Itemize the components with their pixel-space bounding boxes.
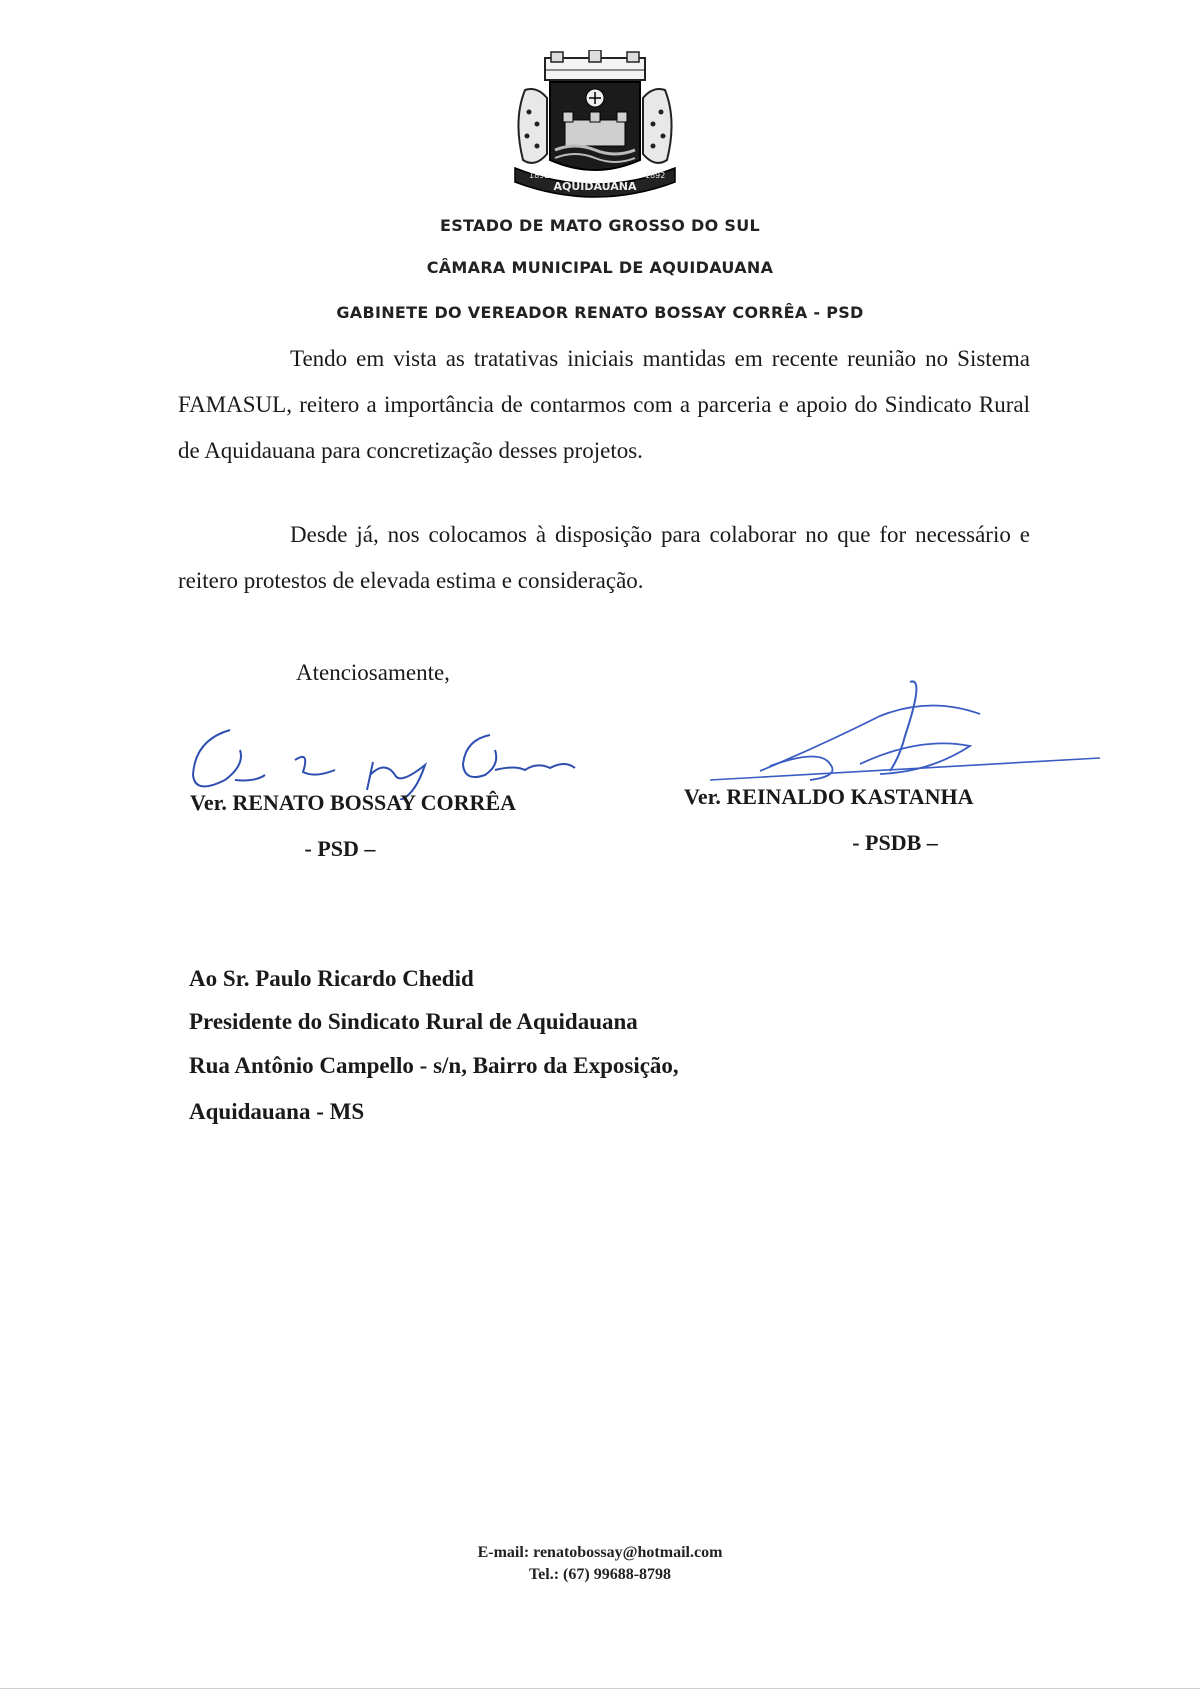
signer-party-2: - PSDB –	[852, 830, 938, 855]
footer-email: E-mail: renatobossay@hotmail.com	[477, 1544, 723, 1561]
header-office: GABINETE DO VEREADOR RENATO BOSSAY CORRÊA - PSD	[336, 303, 864, 322]
recipient-title: Presidente do Sindicato Rural de Aquidauana	[189, 1009, 638, 1034]
recipient-city: Aquidauana - MS	[189, 1099, 365, 1124]
signature-reinaldo-icon	[700, 676, 1120, 786]
svg-text:1892: 1892	[529, 171, 550, 180]
footer-phone: Tel.: (67) 99688-8798	[528, 1566, 672, 1583]
signer-name-1: Ver. RENATO BOSSAY CORRÊA	[190, 790, 517, 815]
signature-renato-icon	[185, 720, 615, 800]
signer-name-2: Ver. REINALDO KASTANHA	[684, 784, 974, 809]
header-chamber: CÂMARA MUNICIPAL DE AQUIDAUANA	[426, 258, 774, 277]
recipient-name: Ao Sr. Paulo Ricardo Chedid	[189, 966, 474, 991]
recipient-street: Rua Antônio Campello - s/n, Bairro da Exposição,	[189, 1053, 679, 1078]
svg-text:1892: 1892	[645, 171, 666, 180]
closing-salutation: Atenciosamente,	[296, 660, 450, 685]
paragraph-2: Desde já, nos colocamos à disposição para colaborar no que for necessário e reitero protestos de elevada estima e consideração.	[178, 522, 1030, 593]
paragraph-1: Tendo em vista as tratativas iniciais mantidas em recente reunião no Sistema FAMASUL, reitero a importância de contarmos com a parceria e apoio do Sindicato Rural de Aquidauana para concretização desses projetos.	[178, 346, 1030, 463]
header-state: ESTADO DE MATO GROSSO DO SUL	[439, 216, 760, 235]
coat-of-arms-icon	[505, 50, 685, 210]
scan-edge-divider	[0, 1688, 1200, 1689]
svg-text:AQUIDAUANA: AQUIDAUANA	[553, 180, 637, 193]
signer-party-1: - PSD –	[304, 836, 376, 861]
